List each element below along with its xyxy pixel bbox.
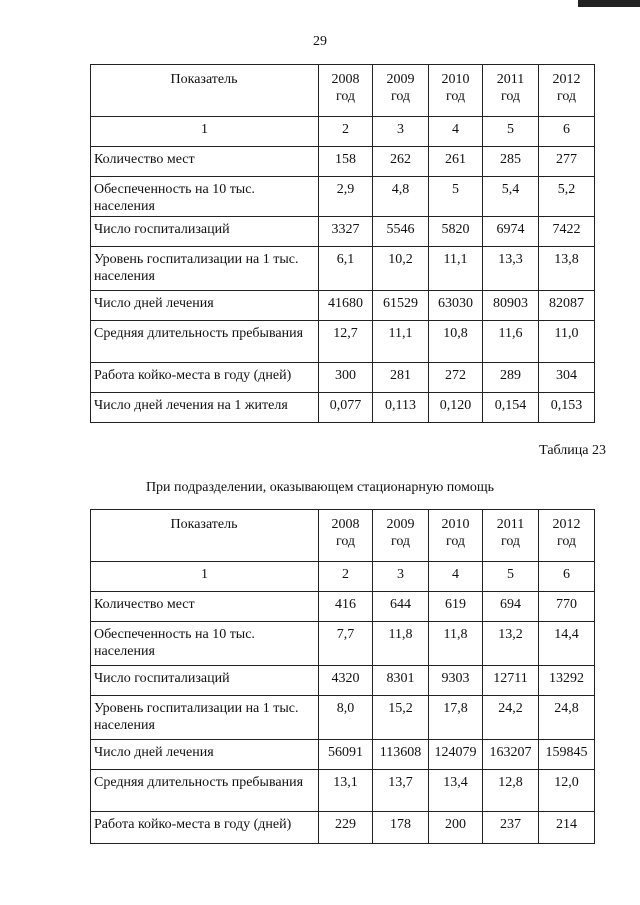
column-index-cell: 6 [539, 117, 595, 147]
scan-corner-mark [578, 0, 640, 7]
table-1-body [91, 65, 595, 423]
table-row [91, 363, 595, 393]
year-unit: год [445, 534, 466, 549]
column-header-year [539, 65, 595, 117]
column-index-cell: 2 [319, 117, 373, 147]
statistics-table-2 [90, 509, 595, 844]
table-cell-value: 8,0 [319, 696, 373, 740]
column-index-cell: 4 [429, 562, 483, 592]
table-title: При подразделении, оказывающем стационарную помощь [145, 480, 495, 495]
column-header-year [429, 65, 483, 117]
table-cell-value: 13292 [539, 666, 595, 696]
row-label: Число дней лечения [91, 740, 319, 770]
table-row [91, 812, 595, 844]
column-index-cell: 1 [91, 562, 319, 592]
column-header-year [539, 510, 595, 562]
table-cell-value: 12711 [483, 666, 539, 696]
table-cell-value: 5,2 [539, 177, 595, 217]
year-unit: год [390, 534, 411, 549]
column-header-year [429, 510, 483, 562]
year-value: 2011 [496, 517, 525, 532]
table-cell-value: 13,1 [319, 770, 373, 812]
column-header-year [483, 65, 539, 117]
table-cell-value: 63030 [429, 291, 483, 321]
column-index-cell: 3 [373, 562, 429, 592]
table-row [91, 247, 595, 291]
table-row [91, 622, 595, 666]
table-cell-value: 6,1 [319, 247, 373, 291]
table-cell-value: 10,8 [429, 321, 483, 363]
header-row [91, 65, 595, 117]
column-header-year [319, 65, 373, 117]
row-label: Число дней лечения на 1 жителя [91, 393, 319, 423]
table-cell-value: 80903 [483, 291, 539, 321]
header-row [91, 510, 595, 562]
table-cell-value: 300 [319, 363, 373, 393]
table-cell-value: 11,1 [429, 247, 483, 291]
table-cell-value: 124079 [429, 740, 483, 770]
table-row [91, 177, 595, 217]
column-header-year [483, 510, 539, 562]
table-cell-value: 214 [539, 812, 595, 844]
year-value: 2012 [552, 517, 581, 532]
table-cell-value: 13,2 [483, 622, 539, 666]
table-cell-value: 12,8 [483, 770, 539, 812]
row-label: Число госпитализаций [91, 666, 319, 696]
column-index-cell: 4 [429, 117, 483, 147]
table-cell-value: 289 [483, 363, 539, 393]
table-cell-value: 0,154 [483, 393, 539, 423]
year-unit: год [500, 89, 521, 104]
table-cell-value: 5 [429, 177, 483, 217]
table-cell-value: 61529 [373, 291, 429, 321]
table-cell-value: 5546 [373, 217, 429, 247]
table-cell-value: 13,4 [429, 770, 483, 812]
column-header-indicator: Показатель [91, 510, 319, 562]
table-cell-value: 82087 [539, 291, 595, 321]
column-header-indicator: Показатель [91, 65, 319, 117]
table-cell-value: 13,7 [373, 770, 429, 812]
year-unit: год [335, 89, 356, 104]
table-cell-value: 3327 [319, 217, 373, 247]
statistics-table-1 [90, 64, 595, 423]
row-label: Работа койко-места в году (дней) [91, 812, 319, 844]
table-cell-value: 0,120 [429, 393, 483, 423]
year-value: 2009 [386, 72, 415, 87]
table-cell-value: 304 [539, 363, 595, 393]
table-cell-value: 285 [483, 147, 539, 177]
table-row [91, 291, 595, 321]
page-number: 29 [313, 34, 327, 49]
table-row [91, 740, 595, 770]
table-cell-value: 11,6 [483, 321, 539, 363]
table-cell-value: 0,077 [319, 393, 373, 423]
table-cell-value: 237 [483, 812, 539, 844]
row-label: Число госпитализаций [91, 217, 319, 247]
table-cell-value: 10,2 [373, 247, 429, 291]
row-label: Уровень госпитализации на 1 тыс. населения [91, 247, 319, 291]
year-value: 2011 [496, 72, 525, 87]
table-cell-value: 13,8 [539, 247, 595, 291]
column-index-row [91, 117, 595, 147]
table-cell-value: 12,0 [539, 770, 595, 812]
table-cell-value: 159845 [539, 740, 595, 770]
table-cell-value: 5,4 [483, 177, 539, 217]
table-cell-value: 770 [539, 592, 595, 622]
table-caption: Таблица 23 [539, 443, 606, 458]
column-index-cell: 5 [483, 562, 539, 592]
table-cell-value: 158 [319, 147, 373, 177]
row-label: Средняя длительность пребывания [91, 321, 319, 363]
table-cell-value: 261 [429, 147, 483, 177]
table-cell-value: 5820 [429, 217, 483, 247]
table-row [91, 217, 595, 247]
table-cell-value: 56091 [319, 740, 373, 770]
table-cell-value: 200 [429, 812, 483, 844]
table-cell-value: 13,3 [483, 247, 539, 291]
column-index-cell: 5 [483, 117, 539, 147]
table-cell-value: 229 [319, 812, 373, 844]
table-cell-value: 15,2 [373, 696, 429, 740]
year-unit: год [500, 534, 521, 549]
year-unit: год [335, 534, 356, 549]
table-cell-value: 416 [319, 592, 373, 622]
table-cell-value: 262 [373, 147, 429, 177]
column-index-cell: 3 [373, 117, 429, 147]
table-cell-value: 9303 [429, 666, 483, 696]
table-cell-value: 0,153 [539, 393, 595, 423]
table-cell-value: 2,9 [319, 177, 373, 217]
table-cell-value: 8301 [373, 666, 429, 696]
table-cell-value: 11,0 [539, 321, 595, 363]
table-cell-value: 178 [373, 812, 429, 844]
table-cell-value: 7422 [539, 217, 595, 247]
table-row [91, 696, 595, 740]
table-cell-value: 12,7 [319, 321, 373, 363]
table-cell-value: 277 [539, 147, 595, 177]
row-label: Число дней лечения [91, 291, 319, 321]
table-cell-value: 281 [373, 363, 429, 393]
table-2-body [91, 510, 595, 844]
year-unit: год [556, 534, 577, 549]
table-row [91, 393, 595, 423]
column-index-row [91, 562, 595, 592]
table-cell-value: 11,8 [429, 622, 483, 666]
table-cell-value: 24,2 [483, 696, 539, 740]
table-cell-value: 14,4 [539, 622, 595, 666]
row-label: Количество мест [91, 147, 319, 177]
year-value: 2009 [386, 517, 415, 532]
table-row [91, 321, 595, 363]
table-cell-value: 24,8 [539, 696, 595, 740]
table-cell-value: 644 [373, 592, 429, 622]
table-cell-value: 113608 [373, 740, 429, 770]
table-row [91, 770, 595, 812]
row-label: Количество мест [91, 592, 319, 622]
year-value: 2010 [441, 517, 470, 532]
row-label: Обеспеченность на 10 тыс. населения [91, 622, 319, 666]
row-label: Работа койко-места в году (дней) [91, 363, 319, 393]
row-label: Обеспеченность на 10 тыс. населения [91, 177, 319, 217]
table-cell-value: 11,1 [373, 321, 429, 363]
table-cell-value: 6974 [483, 217, 539, 247]
year-value: 2010 [441, 72, 470, 87]
year-value: 2008 [331, 72, 360, 87]
column-header-year [319, 510, 373, 562]
table-cell-value: 163207 [483, 740, 539, 770]
table-cell-value: 41680 [319, 291, 373, 321]
table-cell-value: 4,8 [373, 177, 429, 217]
column-index-cell: 6 [539, 562, 595, 592]
table-cell-value: 694 [483, 592, 539, 622]
column-header-year [373, 65, 429, 117]
table-row [91, 666, 595, 696]
table-cell-value: 17,8 [429, 696, 483, 740]
year-unit: год [445, 89, 466, 104]
year-unit: год [390, 89, 411, 104]
year-value: 2008 [331, 517, 360, 532]
table-cell-value: 7,7 [319, 622, 373, 666]
row-label: Уровень госпитализации на 1 тыс. населения [91, 696, 319, 740]
table-cell-value: 0,113 [373, 393, 429, 423]
column-index-cell: 1 [91, 117, 319, 147]
table-row [91, 592, 595, 622]
year-value: 2012 [552, 72, 581, 87]
column-index-cell: 2 [319, 562, 373, 592]
year-unit: год [556, 89, 577, 104]
table-cell-value: 619 [429, 592, 483, 622]
row-label: Средняя длительность пребывания [91, 770, 319, 812]
table-cell-value: 4320 [319, 666, 373, 696]
column-header-year [373, 510, 429, 562]
table-cell-value: 272 [429, 363, 483, 393]
table-row [91, 147, 595, 177]
table-cell-value: 11,8 [373, 622, 429, 666]
